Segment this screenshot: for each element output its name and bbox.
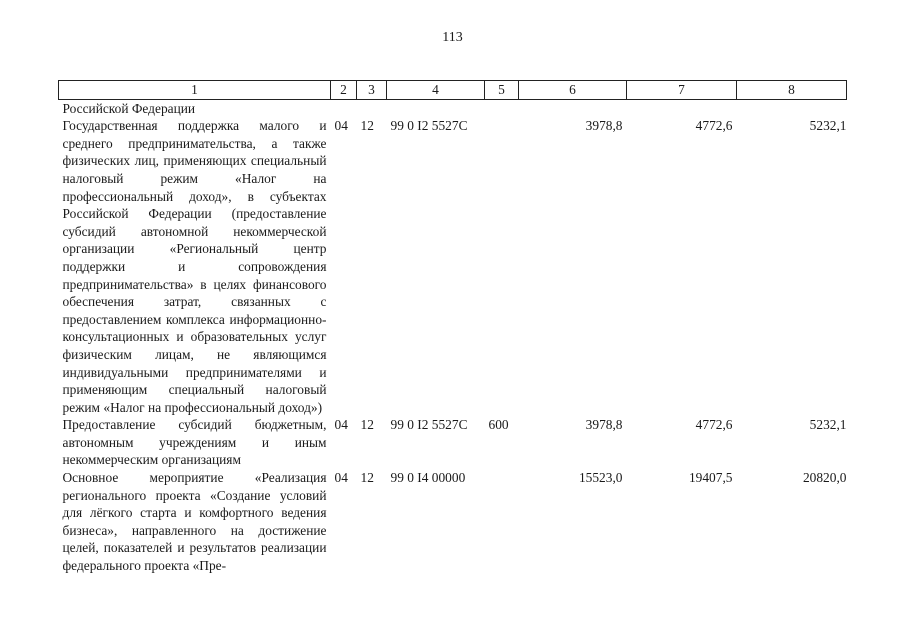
page-number: 113 — [442, 30, 463, 45]
row-subsection: 12 — [360, 470, 374, 486]
table-row — [59, 117, 847, 416]
row-value-8: 5232,1 — [809, 417, 847, 433]
row-type — [485, 117, 519, 416]
row-value-7: 19407,5 — [688, 470, 733, 486]
header-col-2: 2 — [331, 81, 357, 100]
row-type — [485, 469, 519, 575]
row-value-7: 4772,6 — [695, 118, 733, 134]
row-type: 600 — [488, 417, 509, 433]
budget-table — [58, 80, 847, 575]
row-type — [485, 99, 519, 117]
table-row — [59, 416, 847, 469]
row-name: Государственная поддержка малого и среднего предпринимательства, а также физических лиц, применяющих специальный налоговый режим «Налог на профессиональный доход», в субъектах Российской Федерации (предоставление субсидий автономной некоммерческой организации «Региональный центр поддержки и сопровождения предпринимательства» в целях финансового обеспечения затрат, связанных с предоставлением комплекса информационно-консультационных и образовательных услуг физическим лицам, не являющимся индивидуальными предпринимателями и применяющим специальный налоговый режим «Налог на профессиональный доход») — [62, 118, 327, 415]
row-value-7: 4772,6 — [695, 417, 733, 433]
row-value-6: 3978,8 — [585, 118, 623, 134]
row-code: 99 0 I4 00000 — [390, 470, 466, 486]
row-value-6 — [519, 99, 627, 117]
row-code: 99 0 I2 5527C — [390, 118, 468, 134]
row-section: 04 — [334, 118, 348, 134]
row-subsection: 12 — [360, 417, 374, 433]
row-section: 04 — [334, 417, 348, 433]
row-subsection: 12 — [360, 118, 374, 134]
row-section — [331, 99, 357, 117]
row-name: Основное мероприятие «Реализация регионального проекта «Создание условий для лёгкого старта и комфортного ведения бизнеса», направленного на достижение целей, показателей и результатов реализации федерального проекта «Пре- — [62, 470, 327, 574]
header-row — [59, 81, 847, 100]
row-value-8 — [737, 99, 847, 117]
header-col-1: 1 — [59, 81, 331, 100]
table-row — [59, 99, 847, 117]
row-subsection — [357, 99, 387, 117]
header-col-3: 3 — [357, 81, 387, 100]
row-value-6: 15523,0 — [578, 470, 623, 486]
row-value-8: 20820,0 — [802, 470, 847, 486]
header-col-4: 4 — [387, 81, 485, 100]
row-value-7 — [627, 99, 737, 117]
row-section: 04 — [334, 470, 348, 486]
row-name: Предоставление субсидий бюджетным, автономным учреждениям и иным некоммерческим организациям — [62, 417, 327, 468]
row-code — [387, 99, 485, 117]
header-col-8: 8 — [737, 81, 847, 100]
row-value-8: 5232,1 — [809, 118, 847, 134]
header-col-6: 6 — [519, 81, 627, 100]
header-col-7: 7 — [627, 81, 737, 100]
table-row — [59, 469, 847, 575]
row-code: 99 0 I2 5527C — [390, 417, 468, 433]
row-name: Российской Федерации — [62, 100, 196, 116]
row-value-6: 3978,8 — [585, 417, 623, 433]
header-col-5: 5 — [485, 81, 519, 100]
